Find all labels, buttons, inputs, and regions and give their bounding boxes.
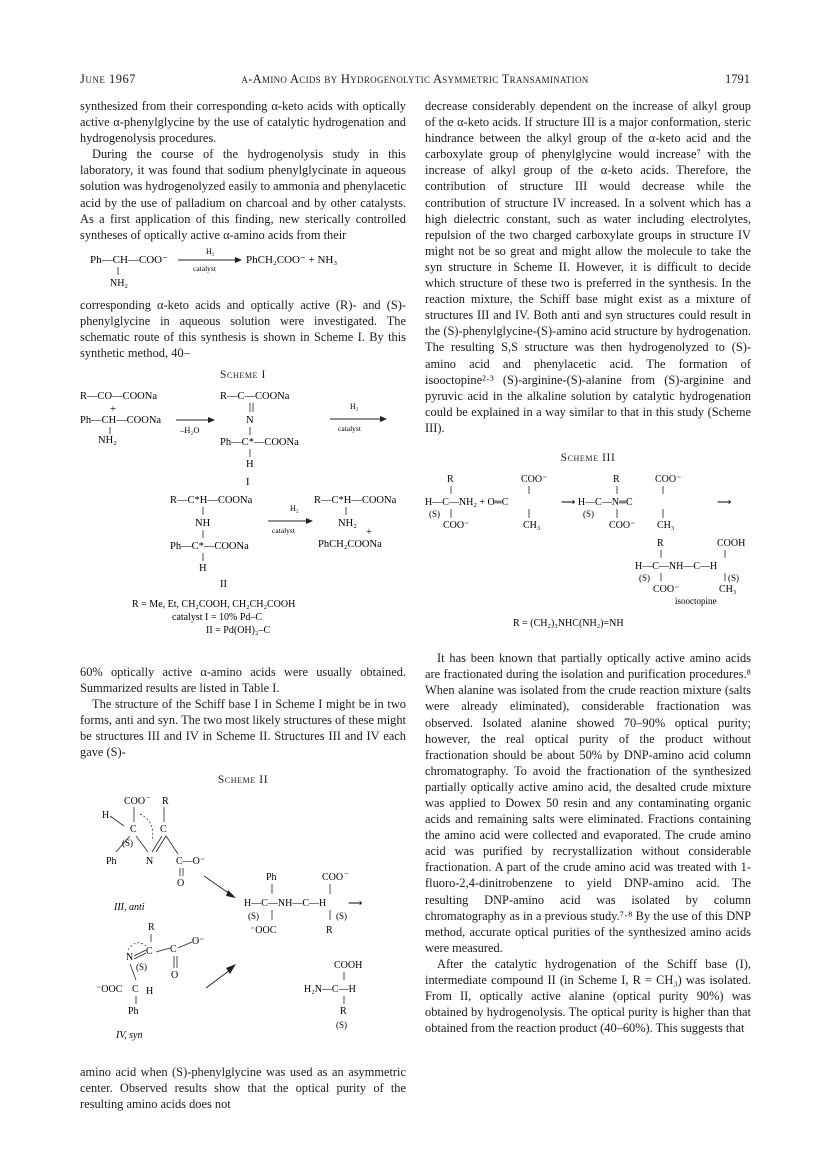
svg-text:N: N	[246, 415, 254, 427]
svg-text:⟶ H—C—N═C: ⟶ H—C—N═C	[561, 497, 633, 509]
svg-text:R: R	[613, 474, 620, 486]
svg-text:⁻OOC: ⁻OOC	[250, 925, 277, 937]
svg-text:COO⁻: COO⁻	[653, 584, 680, 596]
svg-text:CH₃: CH₃	[657, 520, 675, 532]
svg-text:(S): (S)	[248, 911, 259, 922]
svg-text:+: +	[366, 527, 372, 539]
structure-IV-label: IV, syn	[116, 1030, 143, 1042]
svg-text:II: II	[220, 579, 227, 591]
svg-text:NH: NH	[195, 518, 211, 530]
svg-text:II = Pd(OH)₂–C: II = Pd(OH)₂–C	[206, 625, 271, 637]
right-paragraph-1: decrease considerably dependent on the increase of alkyl group of the α-keto acids. If structure III is a major conformation, steric hindrance between the alkyl group of the α-keto acid and the carboxylate group of phenylglycine would increase⁷ with the increase of alkyl group of the α-keto acids. Therefore, the contribution of structure III would decrease while the contribution of structure IV increased. In a solvent which has a high dielectric constant, such as water including electrolytes, repulsion of the two charged carboxylate groups in structure IV might not be so great and might allow the molecule to take the syn structure in Scheme II. However, it is difficult to decide which structure of these two is preferred in the synthesis. In the reaction mixture, the Schiff base might exist as a mixture of structures III and IV. Both anti and syn structures could result in the (S)-phenylglycine-(S)-amino acid structure by hydrogenation. The resulting S,S structure was then hydrogenolyzed to (S)-amino acid and phenylacetic acid. The formation of isooctopine²·³ (S)-arginine-(S)-alanine from (S)-arginine and pyruvic acid in the alkaline solution by catalytic hydrogenation could be explained in a way similar to that in this study (Scheme III).	[425, 99, 751, 435]
scheme-3-r-definition: R = (CH₂)₃NHC(NH₂)=NH	[513, 618, 624, 630]
svg-text:PhCH₂COONa: PhCH₂COONa	[318, 539, 382, 551]
svg-text:C: C	[132, 984, 139, 996]
svg-text:Ph: Ph	[266, 872, 277, 884]
svg-text:Ph: Ph	[106, 856, 117, 868]
svg-text:Ph: Ph	[128, 1006, 139, 1018]
svg-text:COO⁻: COO⁻	[521, 474, 548, 486]
svg-text:C: C	[130, 824, 137, 836]
left-paragraph-2: During the course of the hydrogenolysis study in this laboratory, it was found that sodium phenylglycinate in aqueous solution was hydrogenolyzed easily to ammonia and phenylacetic acid by the use of palladium on charcoal and by other catalysts. As a first application of this finding, new sterically controlled syntheses of optically active α-amino acids from their	[80, 147, 406, 242]
svg-text:COO: COO	[322, 872, 344, 884]
svg-text:(S): (S)	[639, 573, 650, 584]
eq1-reagent-catalyst: catalyst	[193, 263, 216, 273]
scheme-1-title: Scheme I	[220, 369, 266, 382]
svg-text:H₂N—C—H: H₂N—C—H	[304, 984, 356, 996]
scheme-3-title: Scheme III	[560, 451, 616, 464]
scheme-3-diagram	[425, 470, 751, 632]
svg-text:(S): (S)	[583, 509, 594, 520]
svg-text:H—C—NH—C—H: H—C—NH—C—H	[244, 898, 327, 910]
eq1-product: PhCH₂COO⁻ + NH₃	[246, 253, 338, 266]
svg-text:R: R	[326, 925, 333, 937]
svg-text:R—C*H—COONa: R—C*H—COONa	[170, 495, 253, 507]
svg-text:C: C	[170, 944, 177, 956]
svg-text:catalyst: catalyst	[338, 424, 361, 434]
header-date: June 1967	[80, 72, 136, 86]
scheme-2-diagram	[80, 792, 406, 1046]
svg-text:catalyst: catalyst	[272, 526, 295, 536]
svg-text:R—CO—COONa: R—CO—COONa	[80, 391, 158, 403]
svg-text:−: −	[344, 869, 349, 879]
svg-text:(S): (S)	[336, 911, 347, 922]
svg-text:⟶: ⟶	[717, 497, 732, 509]
svg-text:O: O	[171, 970, 179, 982]
eq1-reactant-amine: NH₂	[110, 277, 128, 289]
svg-text:N: N	[126, 952, 134, 964]
svg-text:R: R	[162, 796, 169, 808]
svg-text:R—C—COONa: R—C—COONa	[220, 391, 290, 403]
svg-text:R: R	[148, 922, 155, 934]
svg-text:NH₂: NH₂	[98, 435, 117, 447]
svg-text:H: H	[246, 459, 254, 471]
svg-text:R: R	[447, 474, 454, 486]
svg-text:NH₂: NH₂	[338, 518, 357, 530]
left-paragraph-6: amino acid when (S)-phenylglycine was used as an asymmetric center. Observed results show that the optical purity of the resulting amino acids does not	[80, 1065, 406, 1112]
left-paragraph-1: synthesized from their corresponding α-keto acids with optically active α-phenylglycine by the use of catalytic hydrogenation and hydrogenolysis procedures.	[80, 99, 406, 146]
svg-text:(S): (S)	[728, 573, 739, 584]
right-paragraph-2: It has been known that partially optically active amino acids are fractionated during the isolation and purification procedures.⁸ When alanine was isolated from the crude reaction mixture (salts were already eliminated), considerable fractionation was observed. Isolated alanine showed 70–90% optical purity; however, the real optical purity of the product without fractionation should be about 50% by DNP-amino acid column chromatography. To avoid the fractionation of the synthesized partially optically active amino acid, the desalted crude mixture was applied to Dowex 50 resin and any contaminating organic acids and remaining salts were eliminated. Fractions containing the amino acid were collected and evaporated. The crude amino acid was purified by recrystallization without considerable fractionation. A part of the crude amino acid was treated with 1-fluoro-2,4-dinitrobenzene to yield DNP-amino acid. The resulting DNP-amino acid was isolated by column chromatography as in a previous study.⁷·⁸ By the use of this DNP method, accurate optical purities of the synthesized amino acids were measured.	[425, 651, 751, 955]
svg-text:R: R	[657, 538, 664, 550]
left-paragraph-5: The structure of the Schiff base I in Scheme I might be in two forms, anti and syn. The two most likely structures of these might be structures III and IV in Scheme II. Structures III and IV each gave (S)-	[80, 696, 406, 759]
svg-text:H₂: H₂	[290, 504, 299, 514]
svg-text:COO⁻: COO⁻	[655, 474, 682, 486]
svg-text:COO: COO	[124, 796, 146, 808]
svg-text:R = Me, Et, CH₂COOH, CH₂CH₂COO: R = Me, Et, CH₂COOH, CH₂CH₂COOH	[132, 599, 296, 611]
svg-text:CH₃: CH₃	[523, 520, 541, 532]
svg-text:⟶: ⟶	[348, 898, 363, 910]
svg-text:H: H	[102, 810, 110, 822]
left-column	[80, 98, 406, 1113]
right-paragraph-3: After the catalytic hydrogenation of the Schiff base (I), intermediate compound II (in Scheme I, R = CH₃) was isolated. From II, optically active alanine (optical purity 90%) was obtained by hydrogenolysis. The optical purity is higher than that obtained from the reaction product (40–60%). This suggests that	[425, 956, 751, 1036]
eq1-reactant: Ph—CH—COO⁻	[90, 253, 168, 266]
structure-III-label: III, anti	[114, 902, 145, 914]
svg-text:Ph—C*—COONa: Ph—C*—COONa	[170, 541, 249, 553]
svg-text:N: N	[146, 856, 154, 868]
svg-text:COO⁻: COO⁻	[443, 520, 470, 532]
svg-text:+: +	[110, 404, 116, 416]
svg-text:C: C	[146, 946, 153, 958]
hydrogenolysis-equation	[80, 243, 406, 293]
svg-text:(S): (S)	[429, 509, 440, 520]
svg-text:⁻OOC: ⁻OOC	[96, 984, 123, 996]
svg-text:H—C—NH₂ + O═C: H—C—NH₂ + O═C	[425, 497, 509, 509]
svg-text:COOH: COOH	[334, 960, 363, 972]
right-column	[425, 98, 751, 1036]
header-title: α-Amino Acids by Hydrogenolytic Asymmetric Transamination	[241, 72, 589, 86]
svg-text:−: −	[146, 793, 151, 803]
svg-text:(S): (S)	[136, 962, 147, 973]
svg-text:COO⁻: COO⁻	[609, 520, 636, 532]
svg-text:–H₂O: –H₂O	[180, 425, 200, 436]
svg-text:C—O⁻: C—O⁻	[176, 856, 206, 868]
eq1-reagent-h2: H₂	[206, 246, 215, 256]
svg-text:H—C—NH—C—H: H—C—NH—C—H	[635, 561, 718, 573]
svg-text:H: H	[199, 563, 207, 575]
svg-text:CH₃: CH₃	[719, 584, 737, 596]
running-header	[80, 72, 750, 88]
isooctopine-label: isooctopine	[675, 596, 717, 607]
svg-text:(S): (S)	[122, 838, 133, 849]
svg-text:COOH: COOH	[717, 538, 746, 550]
svg-text:Ph—CH—COONa: Ph—CH—COONa	[80, 415, 162, 427]
svg-text:C: C	[160, 824, 167, 836]
svg-text:(S): (S)	[336, 1020, 347, 1031]
svg-text:O: O	[177, 878, 185, 890]
left-paragraph-4: 60% optically active α-amino acids were usually obtained. Summarized results are listed in Table I.	[80, 664, 406, 695]
page-number: 1791	[725, 72, 750, 86]
scheme-1-diagram	[80, 387, 406, 645]
svg-text:catalyst I = 10% Pd–C: catalyst I = 10% Pd–C	[172, 612, 263, 624]
svg-text:H₂: H₂	[350, 402, 359, 412]
svg-text:Ph—C*—COONa: Ph—C*—COONa	[220, 437, 299, 449]
svg-text:H: H	[146, 986, 154, 998]
svg-text:I: I	[246, 477, 250, 489]
svg-text:O⁻: O⁻	[192, 936, 205, 948]
svg-text:R: R	[340, 1006, 347, 1018]
svg-text:R—C*H—COONa: R—C*H—COONa	[314, 495, 397, 507]
scheme-2-title: Scheme II	[217, 774, 269, 787]
left-paragraph-3: corresponding α-keto acids and optically active (R)- and (S)-phenylglycine in aqueous solution were investigated. The schematic route of this synthesis is shown in Scheme I. By this synthetic method, 40–	[80, 297, 406, 361]
